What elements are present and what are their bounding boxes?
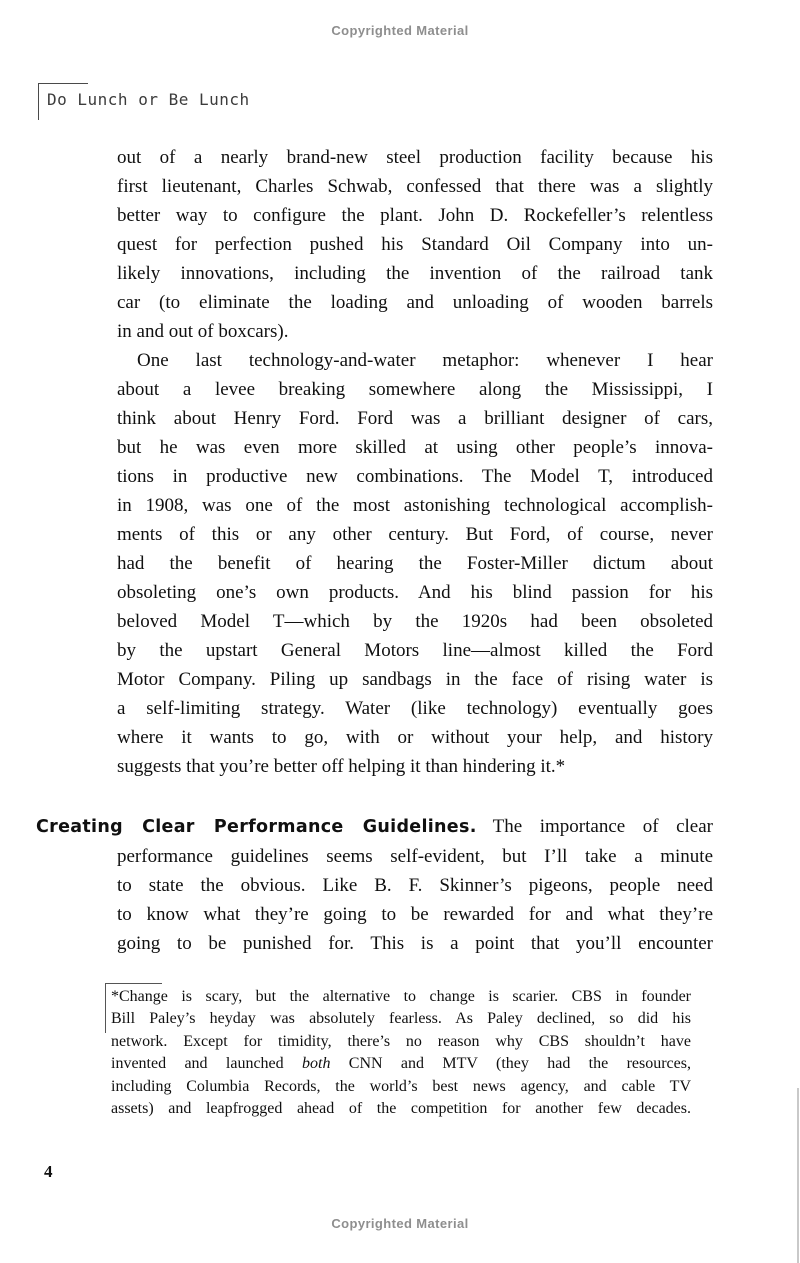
text-line: Bill Paley’s heyday was absolutely fearless. As Paley declined, so did his: [111, 1010, 691, 1028]
text-line: but he was even more skilled at using other people’s innova-: [117, 437, 713, 458]
text-line: car (to eliminate the loading and unloading of wooden barrels: [117, 292, 713, 313]
italic-text: both: [302, 1055, 331, 1073]
copyright-notice-bottom: Copyrighted Material: [331, 1216, 469, 1231]
paragraph-2: [117, 346, 713, 781]
text-line: obsoleting one’s own products. And his blind passion for his: [117, 582, 713, 603]
running-header: Do Lunch or Be Lunch: [47, 90, 250, 109]
text-line: including Columbia Records, the world’s best news agency, and cable TV: [111, 1077, 691, 1095]
text-line: to state the obvious. Like B. F. Skinner’s pigeons, people need: [117, 875, 713, 896]
text-line: suggests that you’re better off helping it than hindering it.*: [117, 756, 566, 777]
text-line: assets) and leapfrogged ahead of the competition for another few decades.: [111, 1100, 691, 1118]
section-heading: Creating Clear Performance Guidelines.: [36, 817, 477, 837]
page-edge-line: [797, 1088, 799, 1263]
text-line: [111, 1053, 691, 1075]
text-segment: CNN and MTV (they had the resources,: [330, 1055, 691, 1073]
section-heading-line: [36, 812, 713, 842]
text-line: in and out of boxcars).: [117, 321, 289, 342]
text-line: network. Except for timidity, there’s no reason why CBS shouldn’t have: [111, 1032, 691, 1050]
text-line: beloved Model T—which by the 1920s had been obsoleted: [117, 611, 713, 632]
text-line: first lieutenant, Charles Schwab, confessed that there was a slightly: [117, 176, 713, 197]
section-paragraph: [36, 812, 713, 958]
text-line: tions in productive new combinations. The Model T, introduced: [117, 466, 713, 487]
text-line: had the benefit of hearing the Foster-Miller dictum about: [117, 553, 713, 574]
footnote: [111, 986, 691, 1120]
text-line: in 1908, was one of the most astonishing technological accomplish-: [117, 495, 713, 516]
text-line: out of a nearly brand-new steel production facility because his: [117, 147, 713, 168]
paragraph-1: [117, 143, 713, 346]
text-line: about a levee breaking somewhere along the Mississippi, I: [117, 379, 713, 400]
text-line: One last technology-and-water metaphor: whenever I hear: [137, 350, 713, 371]
section-text-start: The importance of clear: [492, 816, 713, 837]
text-segment: invented and launched: [111, 1055, 302, 1073]
text-line: where it wants to go, with or without your help, and history: [117, 727, 713, 748]
text-line: quest for perfection pushed his Standard Oil Company into un-: [117, 234, 713, 255]
body-text: [36, 143, 713, 958]
page-number: 4: [44, 1162, 53, 1181]
copyright-notice-top: Copyrighted Material: [331, 23, 469, 38]
text-line: likely innovations, including the invention of the railroad tank: [117, 263, 713, 284]
text-line: performance guidelines seems self-evident, but I’ll take a minute: [117, 846, 713, 867]
text-line: think about Henry Ford. Ford was a brilliant designer of cars,: [117, 408, 713, 429]
text-line: better way to configure the plant. John D. Rockefeller’s relentless: [117, 205, 713, 226]
text-line: by the upstart General Motors line—almost killed the Ford: [117, 640, 713, 661]
text-line: a self-limiting strategy. Water (like technology) eventually goes: [117, 698, 713, 719]
text-line: going to be punished for. This is a point that you’ll encounter: [117, 933, 713, 954]
section-lines: [117, 842, 713, 958]
text-line: to know what they’re going to be rewarded for and what they’re: [117, 904, 713, 925]
text-line: Motor Company. Piling up sandbags in the face of rising water is: [117, 669, 713, 690]
text-line: ments of this or any other century. But Ford, of course, never: [117, 524, 713, 545]
text-line: *Change is scary, but the alternative to change is scarier. CBS in founder: [111, 988, 691, 1005]
